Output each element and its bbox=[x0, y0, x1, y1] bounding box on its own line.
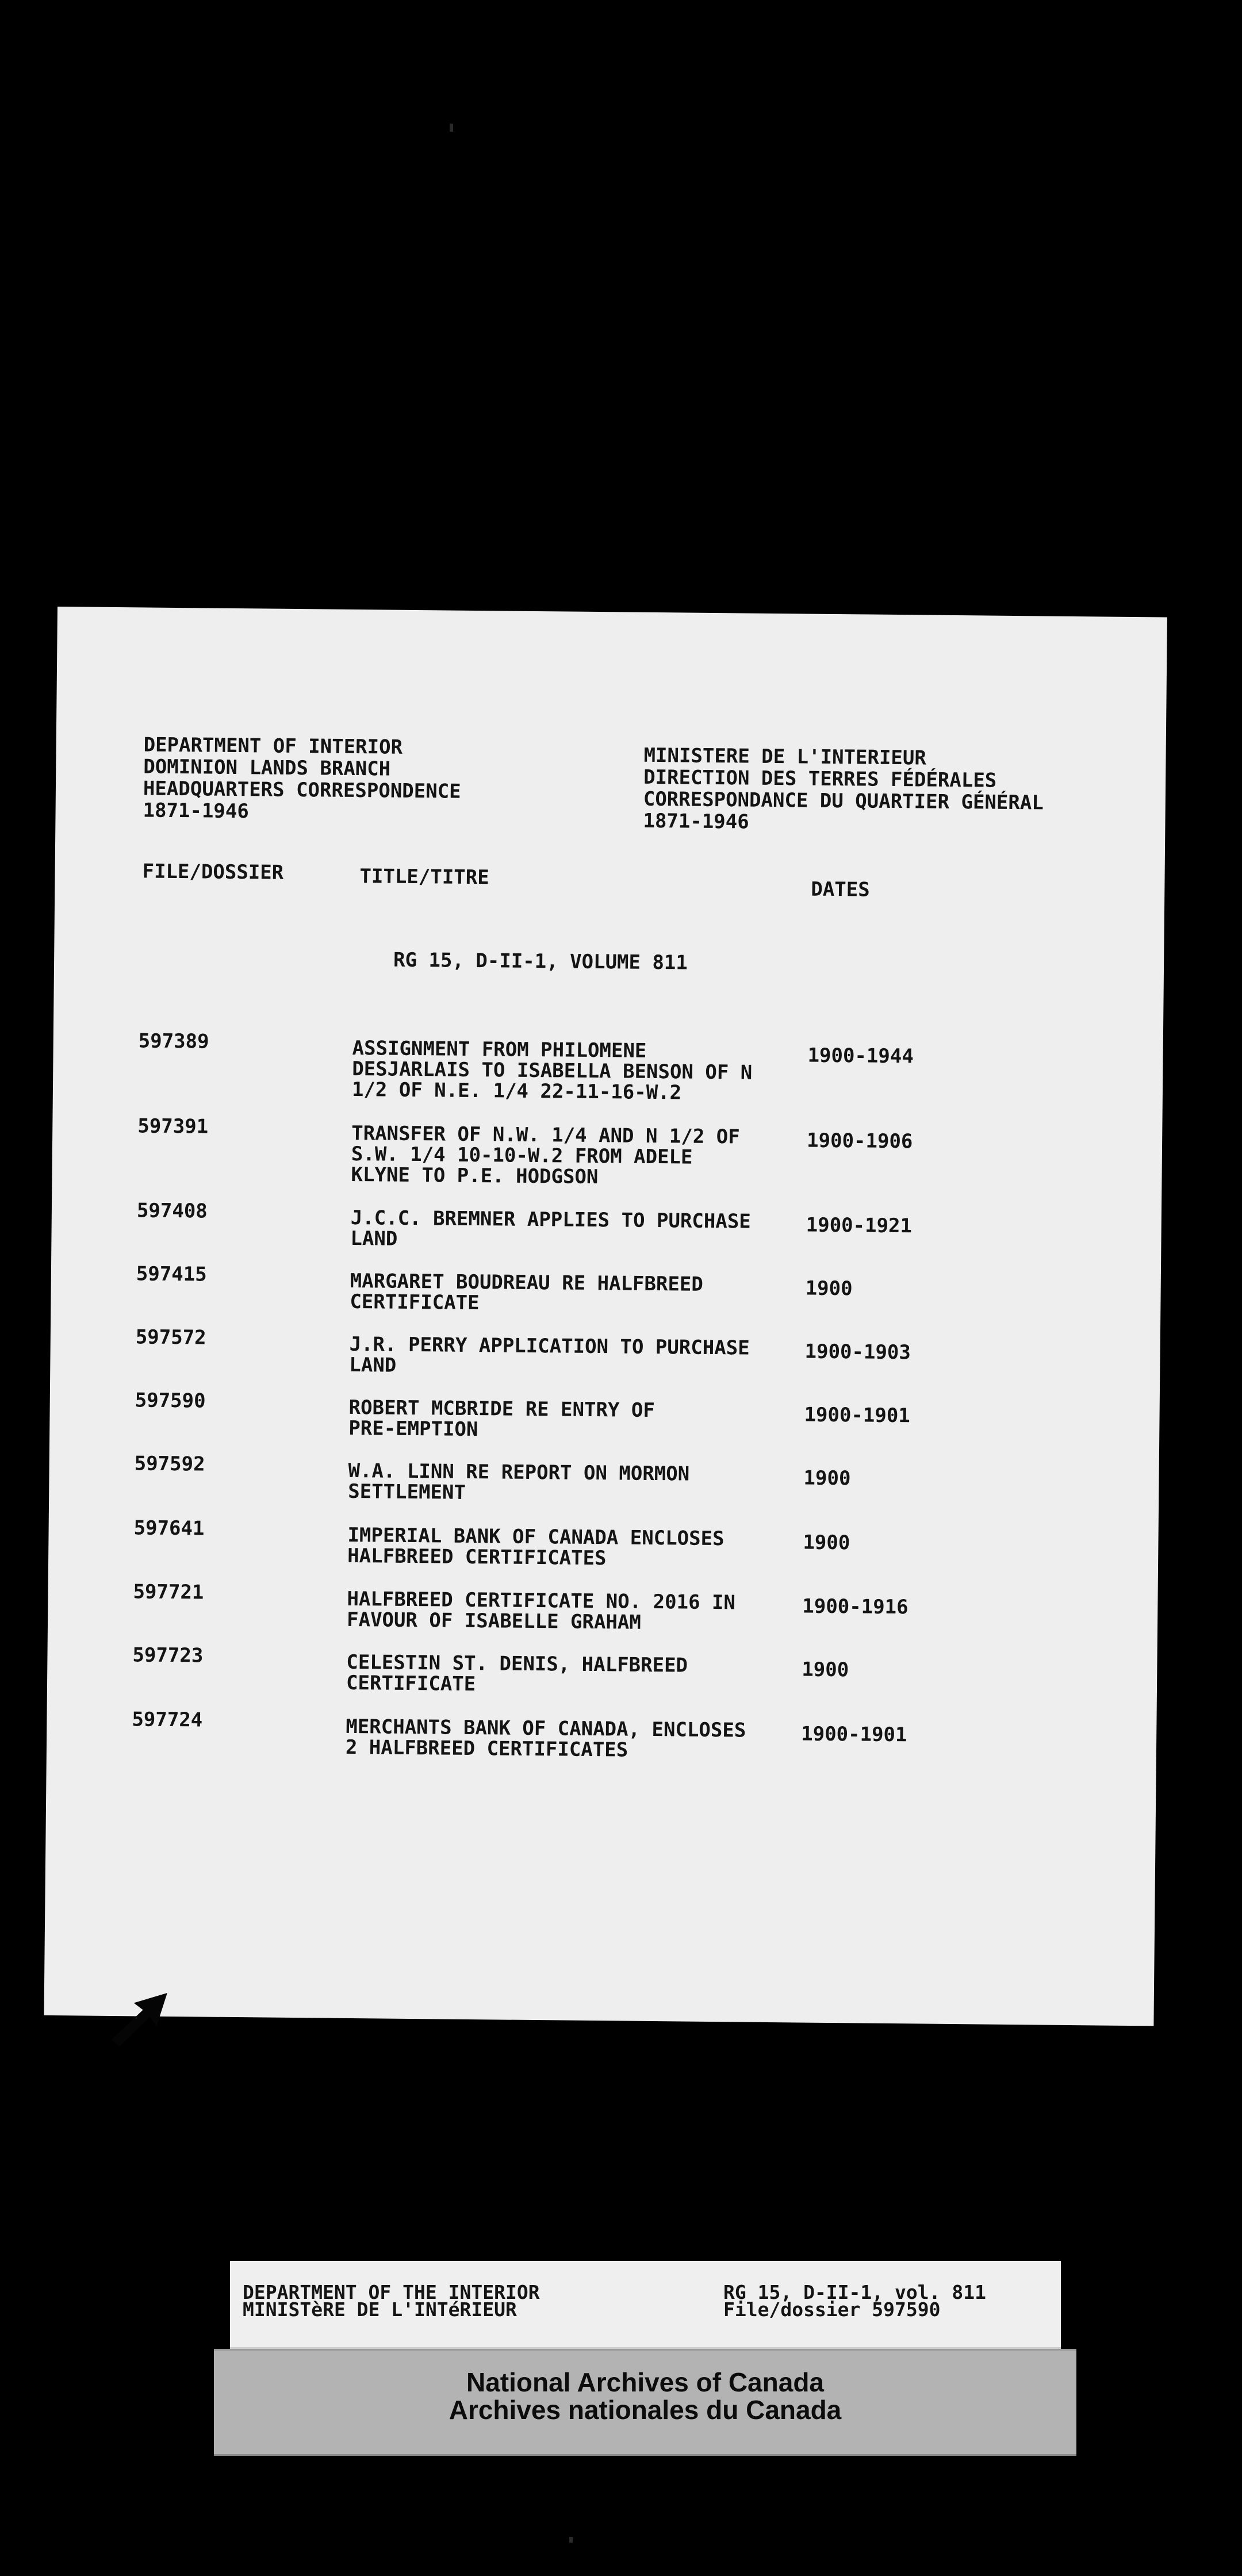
file-number: 597724 bbox=[132, 1708, 203, 1732]
list-item bbox=[49, 1452, 1142, 1520]
file-title: W.A. LINN RE REPORT ON MORMON SETTLEMENT bbox=[348, 1459, 690, 1504]
header-line: DEPARTMENT OF INTERIOR bbox=[143, 733, 403, 759]
file-dates: 1900 bbox=[802, 1658, 849, 1682]
label-file-reference bbox=[723, 2281, 986, 2321]
file-title: CELESTIN ST. DENIS, HALFBREED CERTIFICATE bbox=[346, 1650, 688, 1696]
list-item bbox=[47, 1643, 1140, 1711]
file-title: HALFBREED CERTIFICATE NO. 2016 IN FAVOUR OF ISABELLE GRAHAM bbox=[346, 1587, 736, 1634]
label-line: RG 15, D-II-1, vol. 811 bbox=[723, 2281, 986, 2303]
label-line: DEPARTMENT OF THE INTERIOR bbox=[243, 2281, 540, 2303]
list-item bbox=[47, 1708, 1140, 1776]
file-dates: 1900-1901 bbox=[801, 1722, 907, 1747]
list-item bbox=[48, 1516, 1141, 1584]
header-line: 1871-1946 bbox=[143, 799, 250, 823]
list-item bbox=[51, 1262, 1144, 1330]
file-number: 597721 bbox=[133, 1580, 204, 1604]
file-dates: 1900-1916 bbox=[802, 1594, 908, 1619]
file-dates: 1900-1906 bbox=[806, 1129, 913, 1153]
archives-banner bbox=[214, 2349, 1076, 2456]
file-number: 597415 bbox=[136, 1262, 207, 1286]
file-dates: 1900 bbox=[803, 1531, 850, 1555]
archives-name-english: National Archives of Canada bbox=[466, 2367, 824, 2397]
list-item bbox=[51, 1199, 1144, 1267]
document-sheet bbox=[44, 607, 1167, 2026]
header-english bbox=[143, 734, 461, 824]
volume-reference: RG 15, D-II-1, VOLUME 811 bbox=[393, 948, 688, 975]
file-dates: 1900 bbox=[805, 1276, 853, 1301]
file-number: 597389 bbox=[138, 1029, 209, 1053]
file-title: ROBERT MCBRIDE RE ENTRY OF PRE-EMPTION bbox=[348, 1396, 656, 1442]
file-title: J.R. PERRY APPLICATION TO PURCHASE LAND bbox=[349, 1332, 750, 1377]
header-line: 1871-1946 bbox=[643, 809, 749, 834]
file-number: 597590 bbox=[135, 1389, 206, 1413]
file-dates: 1900-1921 bbox=[806, 1213, 913, 1238]
header-line: DOMINION LANDS BRANCH bbox=[143, 755, 391, 781]
file-title: MARGARET BOUDREAU RE HALFBREED CERTIFICATE bbox=[350, 1269, 704, 1315]
film-speck bbox=[450, 124, 453, 132]
header-line: DIRECTION DES TERRES FÉDÉRALES bbox=[643, 765, 997, 792]
file-title: ASSIGNMENT FROM PHILOMENE DESJARLAIS TO ISABELLA BENSON OF N 1/2 OF N.E. 1/4 22-11-16-W.2 bbox=[351, 1036, 753, 1105]
pointer-arrow-icon bbox=[107, 1984, 171, 2048]
list-item bbox=[52, 1114, 1145, 1189]
film-speck bbox=[569, 2537, 573, 2543]
file-title: MERCHANTS BANK OF CANADA, ENCLOSES 2 HALFBREED CERTIFICATES bbox=[345, 1715, 746, 1762]
list-item bbox=[53, 1029, 1146, 1105]
label-department bbox=[243, 2281, 540, 2321]
file-title: TRANSFER OF N.W. 1/4 AND N 1/2 OF S.W. 1/4 10-10-W.2 FROM ADELE KLYNE TO P.E. HODGSON bbox=[351, 1121, 740, 1189]
column-header-title: TITLE/TITRE bbox=[359, 865, 489, 890]
list-item bbox=[50, 1325, 1143, 1393]
list-item bbox=[48, 1580, 1141, 1648]
header-french bbox=[643, 745, 1044, 836]
file-dates: 1900-1944 bbox=[807, 1044, 914, 1068]
column-header-file: FILE/DOSSIER bbox=[142, 860, 284, 884]
archives-name-french: Archives nationales du Canada bbox=[448, 2395, 842, 2425]
header-line: HEADQUARTERS CORRESPONDENCE bbox=[143, 777, 461, 803]
column-header-dates: DATES bbox=[811, 877, 870, 902]
file-number: 597408 bbox=[136, 1199, 208, 1223]
file-number: 597723 bbox=[132, 1643, 204, 1667]
file-title: J.C.C. BREMNER APPLIES TO PURCHASE LAND bbox=[350, 1206, 751, 1251]
header-line: MINISTERE DE L'INTERIEUR bbox=[643, 743, 927, 770]
file-number: 597391 bbox=[137, 1114, 209, 1138]
file-dates: 1900-1901 bbox=[804, 1403, 910, 1428]
film-label-strip bbox=[230, 2261, 1061, 2349]
file-dates: 1900 bbox=[803, 1466, 851, 1490]
header-line: CORRESPONDANCE DU QUARTIER GÉNÉRAL bbox=[643, 787, 1044, 815]
file-dates: 1900-1903 bbox=[804, 1340, 911, 1364]
list-item bbox=[49, 1389, 1143, 1456]
file-number: 597592 bbox=[134, 1452, 205, 1476]
file-number: 597572 bbox=[135, 1325, 206, 1350]
file-number: 597641 bbox=[133, 1516, 205, 1540]
label-line: MINISTèRE DE L'INTéRIEUR bbox=[243, 2298, 517, 2321]
file-title: IMPERIAL BANK OF CANADA ENCLOSES HALFBREED CERTIFICATES bbox=[347, 1523, 724, 1570]
label-line: File/dossier 597590 bbox=[723, 2298, 941, 2321]
